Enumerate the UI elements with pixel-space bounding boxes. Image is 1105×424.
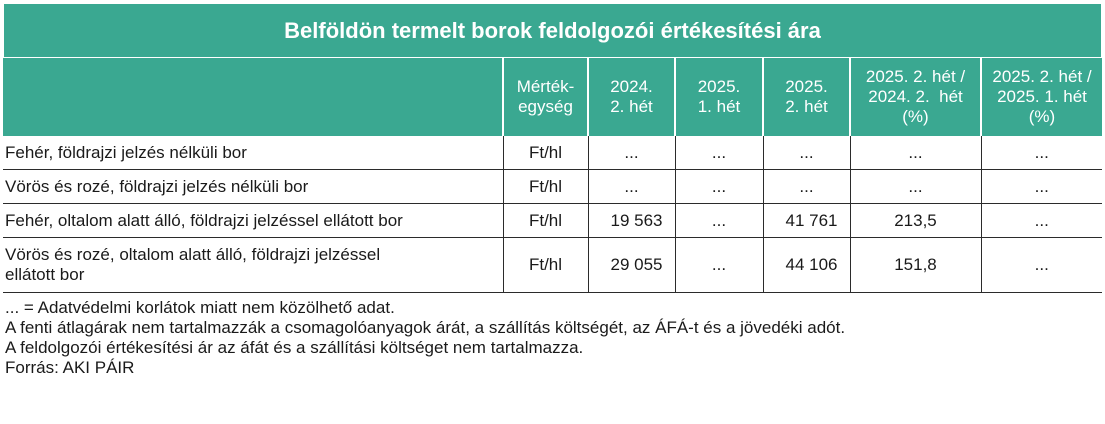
row-label: Fehér, földrajzi jelzés nélküli bor: [3, 136, 503, 170]
header-text-line: 2025. 1. hét: [997, 87, 1087, 106]
cell-pct-vs-2025w1: ...: [981, 170, 1102, 204]
header-text-line: Mérték-: [516, 77, 575, 96]
cell-pct-vs-2024: 151,8: [850, 238, 981, 293]
cell-unit: Ft/hl: [503, 170, 588, 204]
price-table: [3, 58, 1102, 293]
cell-pct-vs-2025w1: ...: [981, 136, 1102, 170]
table-row: [3, 204, 1102, 238]
header-text-line: 2024.: [610, 77, 653, 96]
cell-pct-vs-2024: 213,5: [850, 204, 981, 238]
note-line: A fenti átlagárak nem tartalmazzák a csomagolóanyagok árát, a szállítás költségét, az ÁFÁ-t és a jövedéki adót.: [5, 318, 846, 337]
header-label-col: [3, 58, 503, 136]
header-unit: [503, 58, 588, 136]
cell-2025-w2: ...: [763, 136, 850, 170]
cell-2024-w2: ...: [588, 136, 675, 170]
header-text-line: (%): [902, 107, 929, 126]
table-notes: [3, 298, 1102, 378]
note-line: ... = Adatvédelmi korlátok miatt nem közölhető adat.: [5, 298, 395, 317]
header-text-line: 2. hét: [610, 97, 653, 116]
header-text-line: 2025.: [697, 77, 741, 96]
source-line: Forrás: AKI PÁIR: [5, 358, 135, 377]
cell-pct-vs-2024: ...: [850, 170, 981, 204]
cell-2024-w2: 29 055: [588, 238, 675, 293]
header-text-line: 2025. 2. hét /: [992, 67, 1092, 86]
cell-2025-w1: ...: [675, 204, 763, 238]
cell-unit: Ft/hl: [503, 238, 588, 293]
header-2025-w2: [763, 58, 850, 136]
cell-2025-w2: 44 106: [763, 238, 850, 293]
note-line: A feldolgozói értékesítési ár az áfát és a szállítási költséget nem tartalmazza.: [5, 338, 584, 357]
header-text-line: (%): [1028, 107, 1056, 126]
table-title: Belföldön termelt borok feldolgozói értékesítési ára: [3, 3, 1102, 58]
header-pct-vs-2024: [850, 58, 981, 136]
cell-pct-vs-2025w1: ...: [981, 238, 1102, 293]
cell-pct-vs-2025w1: ...: [981, 204, 1102, 238]
cell-2024-w2: 19 563: [588, 204, 675, 238]
table-row: [3, 238, 1102, 293]
header-text-line: 2025. 2. hét /: [865, 67, 966, 86]
header-text-line: 2024. 2. hét: [868, 87, 963, 106]
price-table-panel: [3, 0, 1102, 378]
header-pct-vs-2025w1: [981, 58, 1102, 136]
header-row: [3, 58, 1102, 136]
cell-2025-w1: ...: [675, 170, 763, 204]
row-label: Vörös és rozé, földrajzi jelzés nélküli bor: [3, 170, 503, 204]
header-text-line: 2. hét: [785, 97, 828, 116]
row-label: Fehér, oltalom alatt álló, földrajzi jelzéssel ellátott bor: [3, 204, 503, 238]
header-text-line: 2025.: [785, 77, 828, 96]
cell-unit: Ft/hl: [503, 136, 588, 170]
cell-pct-vs-2024: ...: [850, 136, 981, 170]
row-label: Vörös és rozé, oltalom alatt álló, földrajzi jelzéssel ellátott bor: [3, 238, 503, 293]
cell-2025-w2: ...: [763, 170, 850, 204]
table-row: [3, 170, 1102, 204]
cell-2025-w1: ...: [675, 136, 763, 170]
header-2025-w1: [675, 58, 763, 136]
header-2024-w2: [588, 58, 675, 136]
cell-2025-w2: 41 761: [763, 204, 850, 238]
table-row: [3, 136, 1102, 170]
header-text-line: 1. hét: [697, 97, 741, 116]
header-text-line: egység: [518, 97, 573, 116]
cell-2024-w2: ...: [588, 170, 675, 204]
cell-2025-w1: ...: [675, 238, 763, 293]
cell-unit: Ft/hl: [503, 204, 588, 238]
